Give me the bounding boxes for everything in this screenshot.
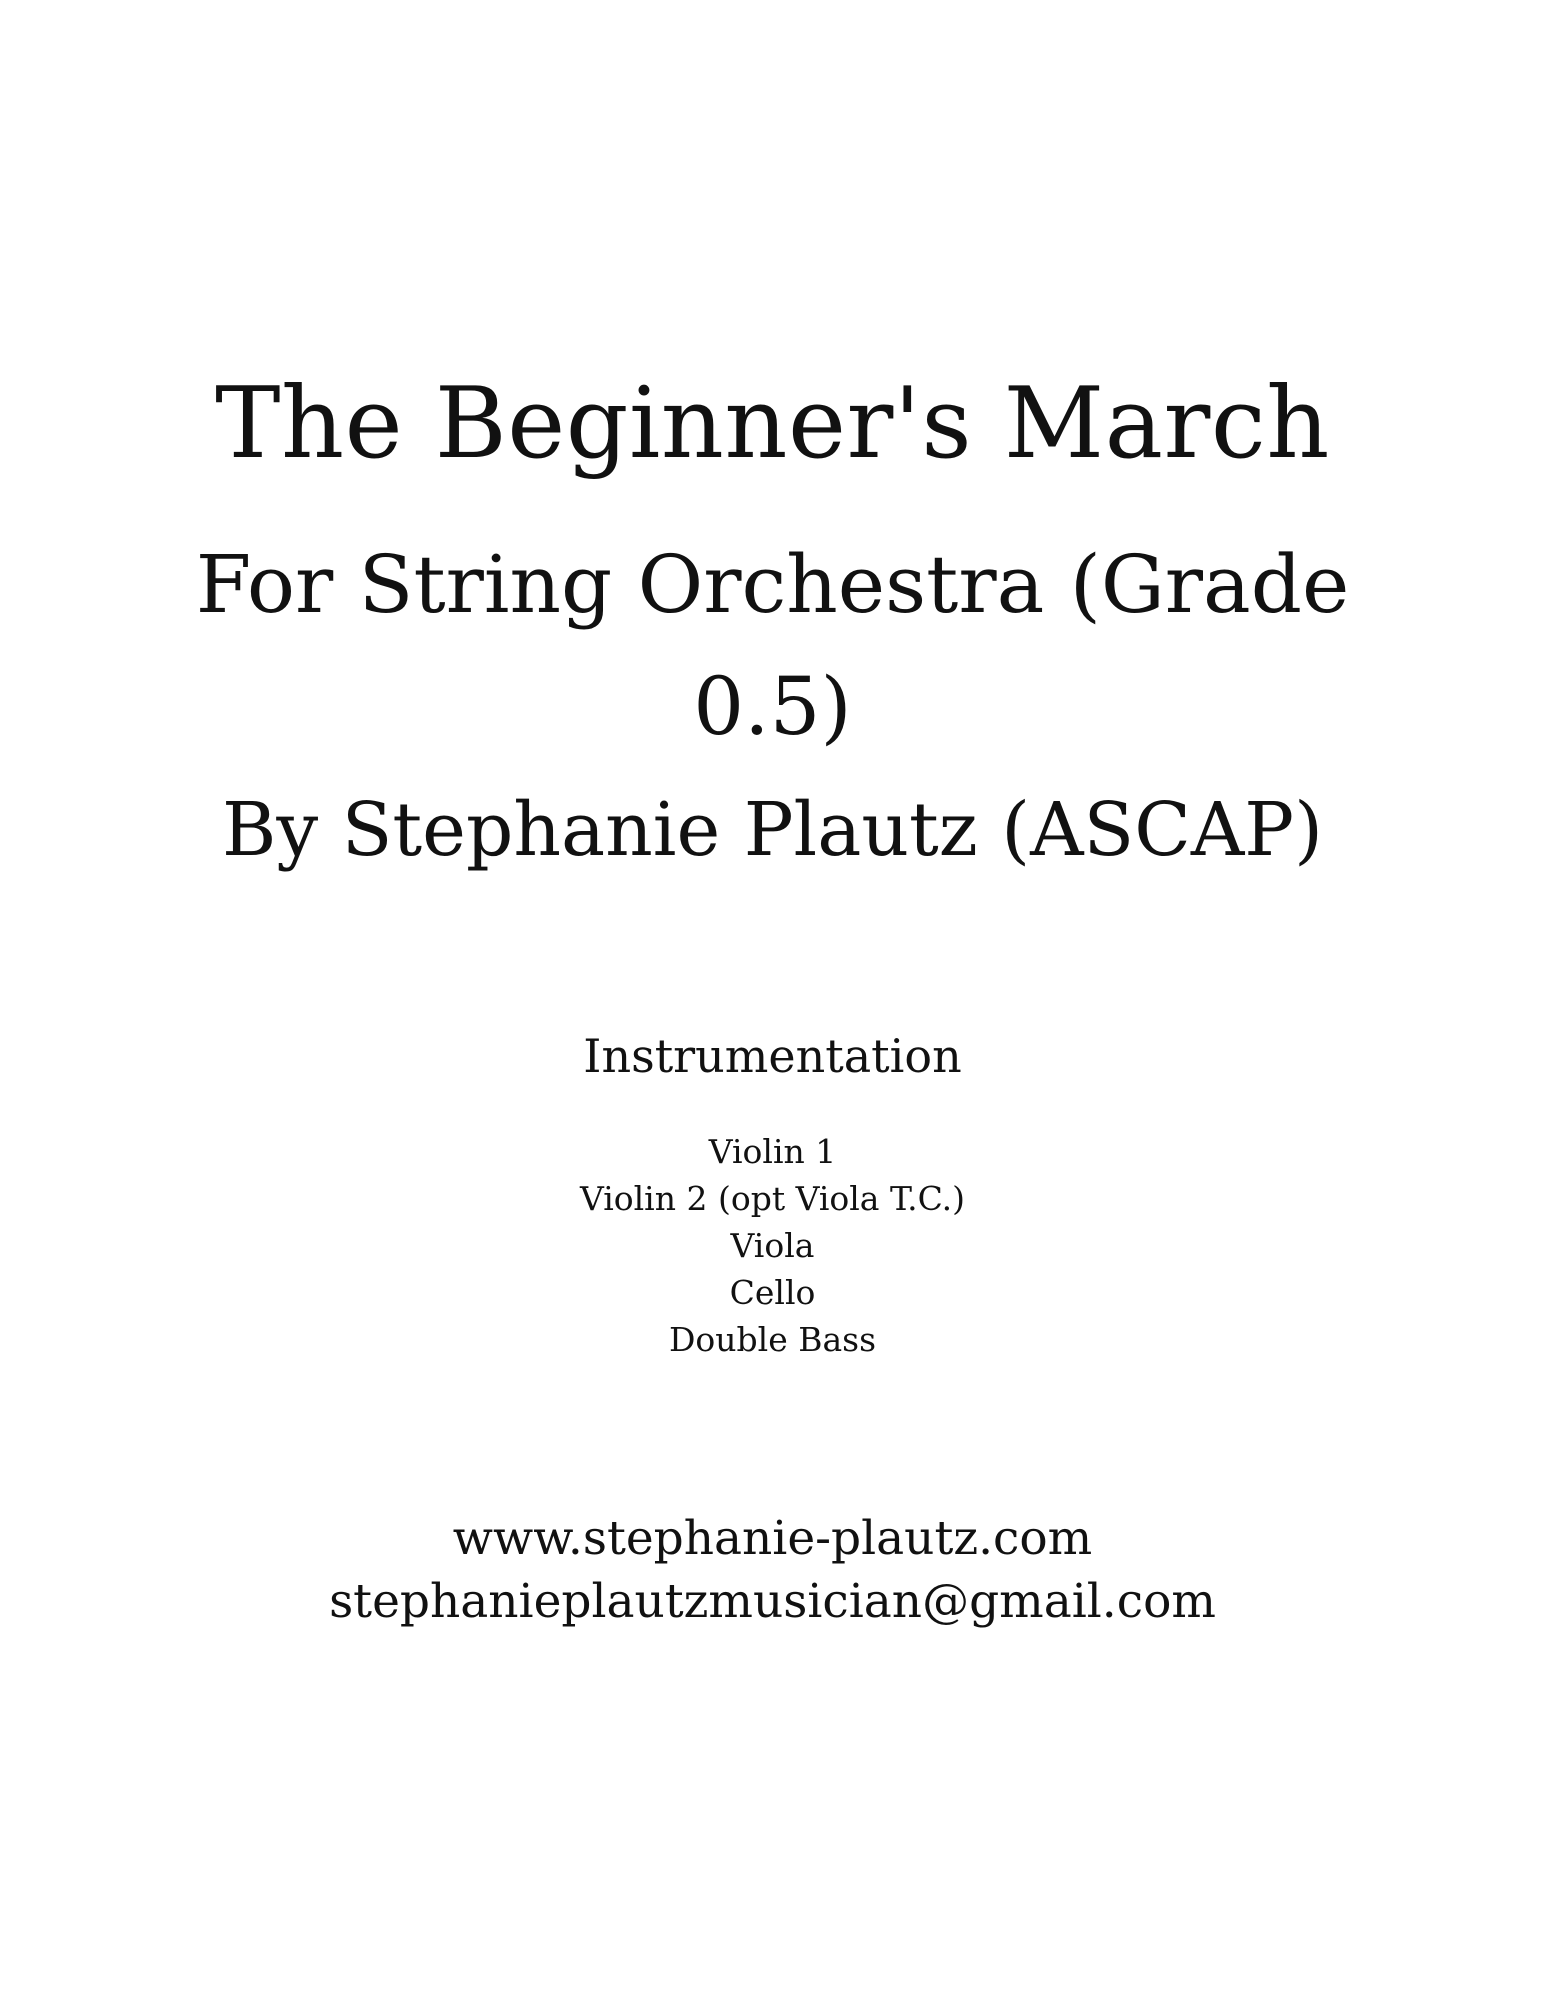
instrument-item: Double Bass (668, 1320, 877, 1359)
subtitle-line-1: For String Orchestra (Grade (195, 538, 1350, 631)
instrument-list (0, 1128, 1545, 1363)
instrumentation-heading: Instrumentation (583, 1029, 962, 1083)
composer-credit: By Stephanie Plautz (ASCAP) (222, 787, 1323, 873)
piece-title: The Beginner's March (215, 367, 1330, 481)
instrument-item: Cello (729, 1273, 816, 1312)
instrument-item: Violin 1 (708, 1132, 837, 1171)
instrument-item: Violin 2 (opt Viola T.C.) (579, 1179, 966, 1218)
instrument-item: Viola (730, 1226, 815, 1265)
contact-email: stephanieplautzmusician@gmail.com (329, 1574, 1216, 1629)
website-url: www.stephanie-plautz.com (452, 1511, 1093, 1566)
subtitle-line-2: 0.5) (693, 660, 852, 753)
